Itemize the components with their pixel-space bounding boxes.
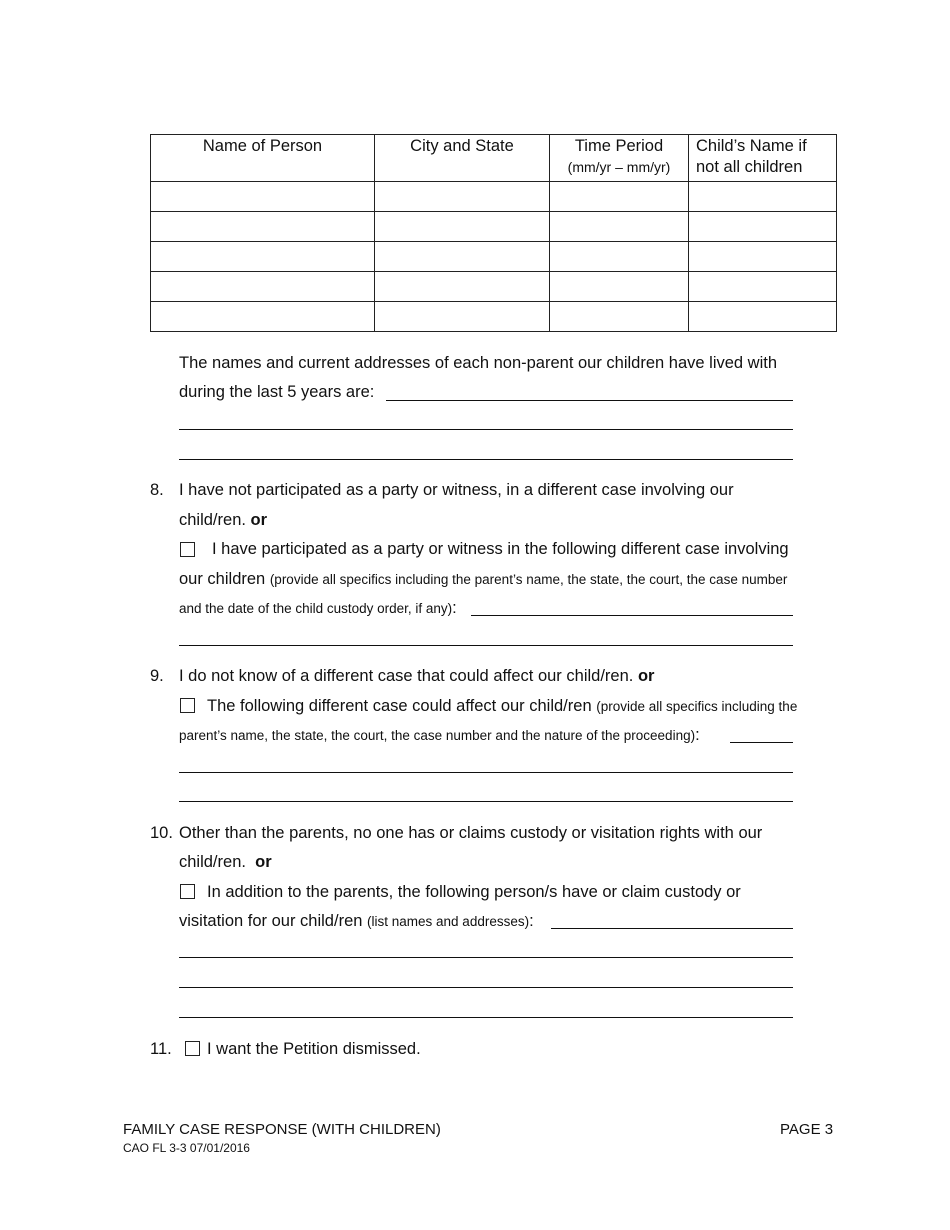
item-9-or: or — [637, 667, 655, 685]
nonparent-answer-line-2[interactable] — [179, 429, 793, 430]
item-9-answer-line-2[interactable] — [179, 772, 793, 773]
item-9-answer-line-3[interactable] — [179, 801, 793, 802]
table-cell[interactable] — [375, 242, 550, 272]
table-cell[interactable] — [375, 272, 550, 302]
table-cell[interactable] — [550, 302, 689, 332]
item-9-number: 9. — [150, 667, 164, 685]
table-row — [151, 212, 837, 242]
table-cell[interactable] — [151, 272, 375, 302]
item-10-answer-line-1[interactable] — [551, 928, 793, 929]
item-10-option-line2-small: (list names and addresses) — [367, 914, 530, 929]
table-cell[interactable] — [151, 212, 375, 242]
item-8-line1: I have not participated as a party or witness, in a different case involving our — [179, 481, 734, 499]
item-9-option-line1-small: (provide all specifics including the — [596, 699, 798, 714]
item-10-or: or — [255, 853, 272, 871]
item-10-answer-line-4[interactable] — [179, 1017, 793, 1018]
table-cell[interactable] — [550, 242, 689, 272]
header-time-period-format: (mm/yr – mm/yr) — [567, 159, 671, 175]
item-9-checkbox[interactable] — [180, 698, 195, 713]
table-row — [151, 272, 837, 302]
nonparent-text-line2: during the last 5 years are: — [179, 383, 375, 401]
item-10-line1: Other than the parents, no one has or claims custody or visitation rights with our — [179, 824, 763, 842]
table-cell[interactable] — [151, 242, 375, 272]
item-8-option-line1: I have participated as a party or witness in the following different case involving — [212, 540, 789, 558]
header-childs-name — [689, 135, 837, 182]
table-cell[interactable] — [689, 272, 837, 302]
footer-form-id: CAO FL 3-3 07/01/2016 — [123, 1141, 250, 1155]
item-9-line1-text: I do not know of a different case that could affect our child/ren. — [179, 667, 634, 685]
item-10-number: 10. — [150, 824, 173, 842]
item-9-option-line1 — [207, 696, 797, 717]
item-9-colon: : — [695, 726, 700, 744]
table-cell[interactable] — [689, 242, 837, 272]
item-10-line2 — [179, 852, 272, 872]
table-cell[interactable] — [375, 182, 550, 212]
header-childs-name-line1: Child’s Name if — [696, 137, 807, 155]
item-8-answer-line-2[interactable] — [179, 645, 793, 646]
item-8-number: 8. — [150, 481, 164, 499]
header-city-and-state: City and State — [375, 135, 550, 182]
item-11-number: 11. — [150, 1040, 172, 1058]
item-8-line2 — [179, 510, 267, 530]
item-10-colon: : — [529, 912, 534, 930]
table-cell[interactable] — [375, 212, 550, 242]
item-10-answer-line-2[interactable] — [179, 957, 793, 958]
item-9-option-line2-small: parent’s name, the state, the court, the case number and the nature of the proceeding) — [179, 728, 696, 743]
item-8-option-line2-small: (provide all specifics including the parent’s name, the state, the court, the case number — [269, 572, 788, 587]
item-8-or: or — [250, 511, 268, 529]
item-10-option-line2 — [179, 911, 534, 932]
nonparent-answer-line-1[interactable] — [386, 400, 793, 401]
table-cell[interactable] — [375, 302, 550, 332]
item-11-checkbox[interactable] — [185, 1041, 200, 1056]
item-9-option-line2 — [179, 725, 700, 746]
table-row — [151, 302, 837, 332]
item-10-line2-text: child/ren. — [179, 853, 246, 871]
item-8-checkbox[interactable] — [180, 542, 195, 557]
item-9-option-line1-main: The following different case could affect our child/ren — [207, 697, 592, 715]
header-time-period — [550, 135, 689, 182]
item-10-option-line2-main: visitation for our child/ren — [179, 912, 363, 930]
nonparent-text-line1: The names and current addresses of each non-parent our children have lived with — [179, 354, 778, 372]
footer-form-title: FAMILY CASE RESPONSE (WITH CHILDREN) — [123, 1121, 441, 1138]
item-10-checkbox[interactable] — [180, 884, 195, 899]
item-8-answer-line-1[interactable] — [471, 615, 793, 616]
table-cell[interactable] — [550, 182, 689, 212]
header-name-of-person: Name of Person — [151, 135, 375, 182]
item-8-line2-text: child/ren. — [179, 511, 246, 529]
item-11-text: I want the Petition dismissed. — [207, 1040, 421, 1058]
item-8-option-line2 — [179, 569, 787, 590]
table-cell[interactable] — [689, 212, 837, 242]
item-10-answer-line-3[interactable] — [179, 987, 793, 988]
table-cell[interactable] — [550, 212, 689, 242]
item-9-answer-line-1[interactable] — [730, 742, 793, 743]
table-row — [151, 182, 837, 212]
item-8-colon: : — [452, 599, 457, 617]
footer-page-number: PAGE 3 — [780, 1121, 834, 1138]
item-8-option-line3-small: and the date of the child custody order, if any) — [179, 601, 453, 616]
header-time-period-label: Time Period — [574, 137, 664, 155]
header-childs-name-line2: not all children — [696, 158, 803, 176]
item-8-option-line3 — [179, 598, 457, 619]
nonparent-answer-line-3[interactable] — [179, 459, 793, 460]
table-header-row — [151, 135, 837, 182]
item-9-line1 — [179, 666, 654, 686]
table-row — [151, 242, 837, 272]
table-cell[interactable] — [151, 302, 375, 332]
item-8-option-line2-main: our children — [179, 570, 266, 588]
table-cell[interactable] — [689, 302, 837, 332]
table-cell[interactable] — [550, 272, 689, 302]
table-cell[interactable] — [151, 182, 375, 212]
table-cell[interactable] — [689, 182, 837, 212]
residence-history-table — [150, 134, 837, 332]
item-10-option-line1: In addition to the parents, the following person/s have or claim custody or — [207, 883, 741, 901]
